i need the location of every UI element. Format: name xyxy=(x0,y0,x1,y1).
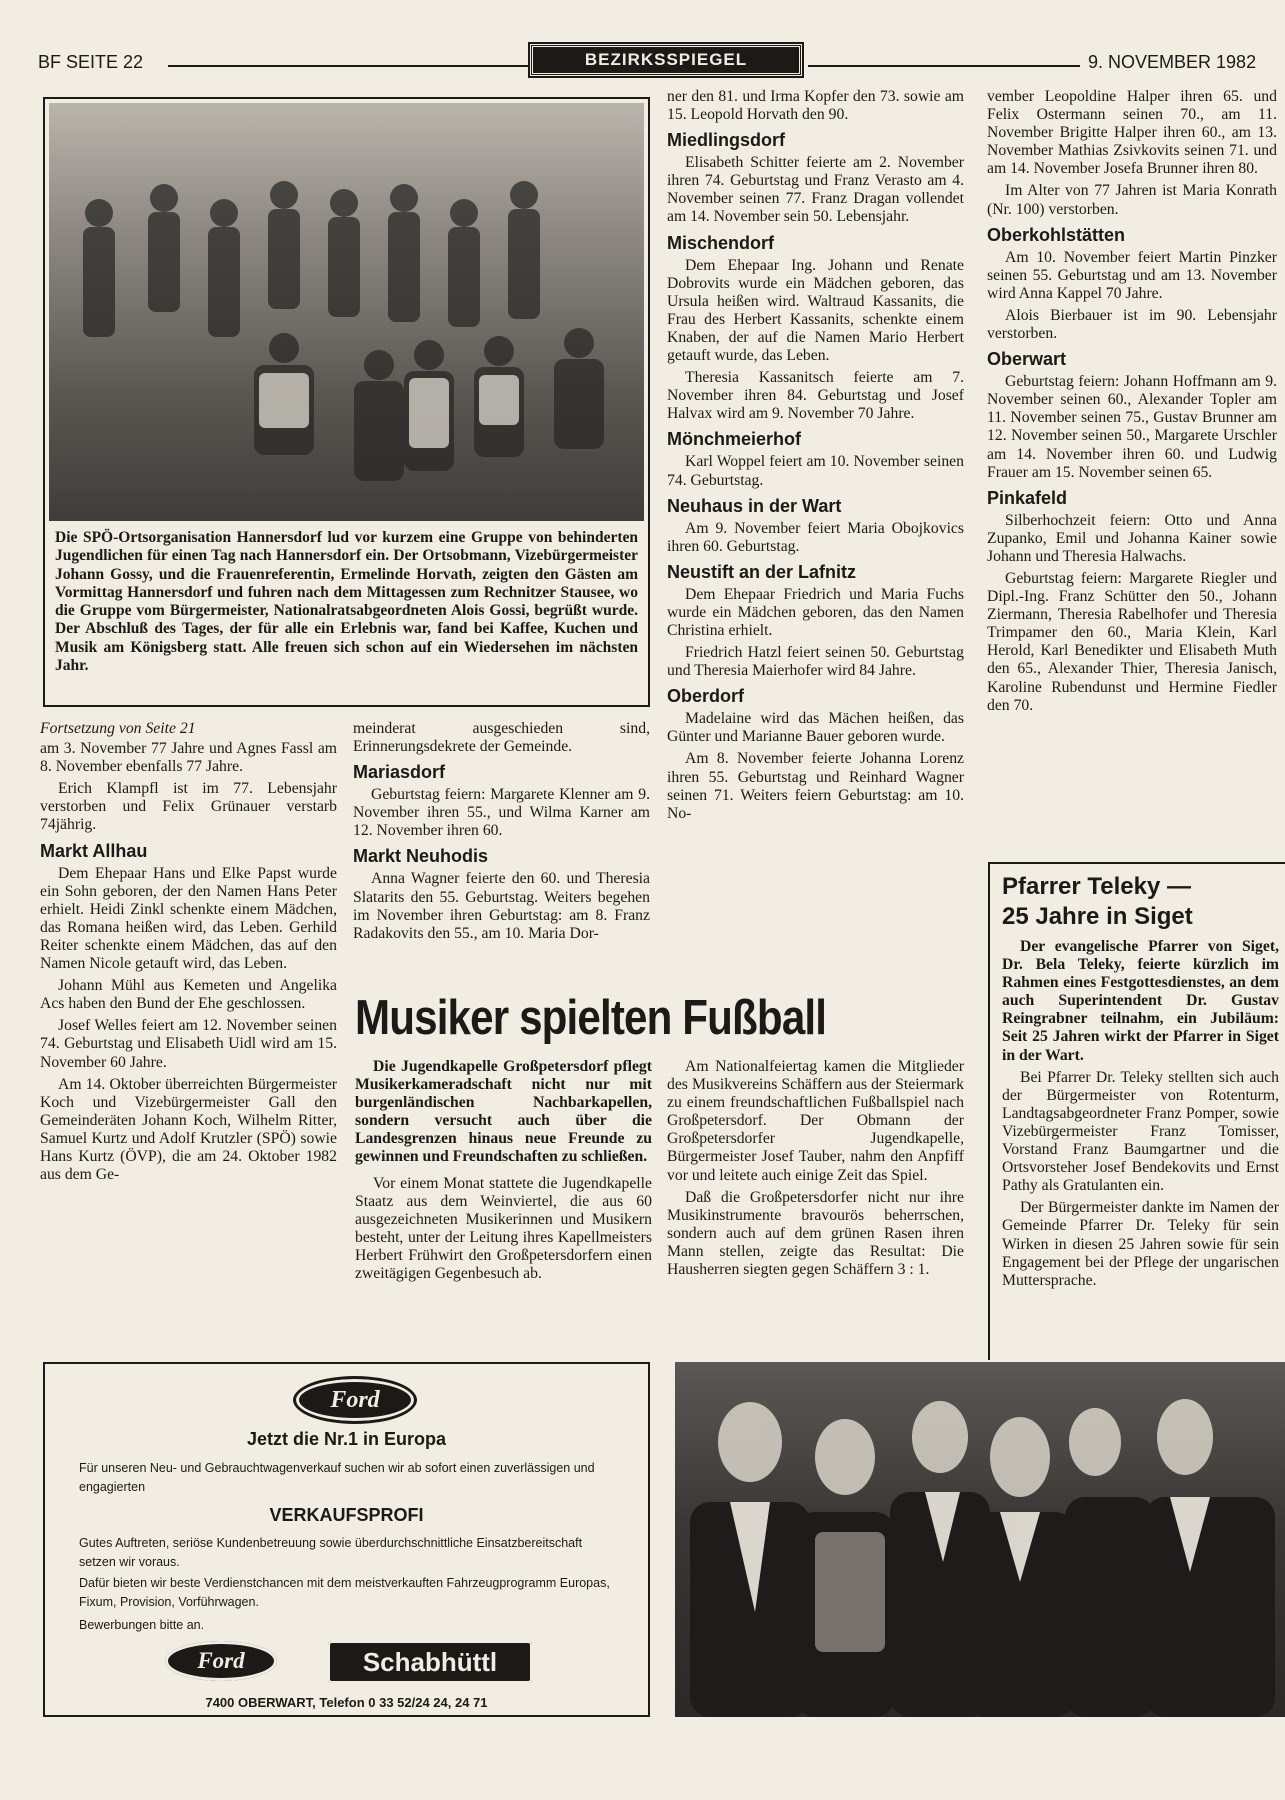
article-paragraph: Geburtstag feiern: Margarete Riegler und Dipl.-Ing. Franz Schütter den 50., Johann Ziermann, Theresia Rabelhofer und Theresia Trimpamer den 60., Maria Klein, Karl Herold, Karl Benedikter und Elisabeth Muth den 65., Alexander Thier, Theresia Janisch, Karoline Rubendunst und Hermine Fiedler den 70. xyxy=(987,569,1277,714)
article-paragraph: Geburtstag feiern: Margarete Klenner am 9. November ihren 55., und Wilma Karner am 12. November ihren 60. xyxy=(353,786,650,840)
article-paragraph: ner den 81. und Irma Kopfer den 73. sowie am 15. Leopold Horvath den 90. xyxy=(667,88,964,124)
article-paragraph: Anna Wagner feierte den 60. und Theresia Slatarits den 55. Geburtstag. Weiters begehen im November ihren Geburtstag: am 8. Franz Radakovits den 55., am 10. Maria Dor- xyxy=(353,870,650,942)
article-paragraph: Bei Pfarrer Dr. Teleky stellten sich auch der Bürgermeister von Rotenturm, Landtagsabgeordneter Franz Pomper, sowie Vizebürgermeister Franz Tomisser, Vorstand Franz Baumgartner und die Ortsvorsteher Josef Bendekovits und Ernst Pathy als Gratulanten ein. xyxy=(1002,1068,1279,1195)
group-photo-figures xyxy=(49,103,644,521)
article-paragraph: Madelaine wird das Mächen heißen, das Günter und Marianne Bauer geboren wurde. xyxy=(667,710,964,746)
article-paragraph: Daß die Großpetersdorfer nicht nur ihre Musikinstrumente bravourös beherrschen, sondern auch auf dem grünen Rasen ihren Mann stellen, zeigte das Resultat: Die Hausherren siegten gegen Schäffern 3 : 1. xyxy=(667,1188,964,1279)
teleky-lead: Der evangelische Pfarrer von Siget, Dr. Bela Teleky, feierte kürzlich im Rahmen eines Festgottesdienstes, an dem auch Superintendent Dr. Gustav Reingrabner teilnahm, ein Jubiläum: Seit 25 Jahren wirkt der Pfarrer in Siget in der Wart. xyxy=(1002,938,1279,1064)
article-paragraph: meinderat ausgeschieden sind, Erinnerungsdekrete der Gemeinde. xyxy=(353,720,650,756)
ford-logo-small: Ford xyxy=(165,1641,277,1681)
article-paragraph: Im Alter von 77 Jahren ist Maria Konrath (Nr. 100) verstorben. xyxy=(987,182,1277,218)
article-paragraph: Am Nationalfeiertag kamen die Mitglieder des Musikvereins Schäffern aus der Steiermark zu einem freundschaftlichen Fußballspiel nach Großpetersdorf. Der Obmann der Großpetersdorfer Jugendkapelle, Bürgermeister Josef Tauber, nahm den Anpfiff vor und leitete auch einige Zeit das Spiel. xyxy=(667,1058,964,1184)
ad-requirements: Gutes Auftreten, seriöse Kundenbetreuung sowie überdurchschnittliche Einsatzbereitschaft setzen wir voraus. xyxy=(79,1536,583,1569)
article-paragraph: Dem Ehepaar Ing. Johann und Renate Dobrovits wurde ein Mädchen geboren, das Ursula heißen wird. Waltraud Kassanits, die Frau des Herbert Kassanits, schenkte einem Knaben, der auf die Namen Mario Herbert getauft wurde, das Leben. xyxy=(667,256,964,365)
article-paragraph: Elisabeth Schitter feierte am 2. November ihren 74. Geburtstag und Franz Verasto am 4. November seinen 77. Franz Dragan vollendet am 14. November sein 50. Lebensjahr. xyxy=(667,154,964,226)
article-paragraph: vember Leopoldine Halper ihren 65. und Felix Ostermann seinen 70., am 11. November Brigitte Halper ihren 60., am 13. November Mathias Zsivkovits seinen 71. und am 14. November Josefa Brunner ihren 80. xyxy=(987,88,1277,178)
teleky-headline-line-1: Pfarrer Teleky — xyxy=(1002,873,1191,900)
article-paragraph: Geburtstag feiern: Johann Hoffmann am 9. November seinen 60., Alexander Topler am 11. November seinen 75., Gustav Brunner am 12. November seinen 50., Margarete Urschler am 14. November ihren 60. und Ludwig Frauer am 15. November seinen 65. xyxy=(987,373,1277,481)
dealer-logo: Schabhüttl xyxy=(328,1641,532,1683)
heading-neuhaus-in-der-wart: Neuhaus in der Wart xyxy=(667,495,842,516)
heading-neustift: Neustift an der Lafnitz xyxy=(667,561,857,582)
article-paragraph: Am 10. November feiert Martin Pinzker seinen 55. Geburtstag und am 13. November wird Anna Kappel 70 Jahre. xyxy=(987,248,1277,302)
heading-oberwart: Oberwart xyxy=(987,349,1067,370)
teleky-article-box xyxy=(988,862,1285,1360)
musiker-column-right xyxy=(667,1058,964,1283)
article-paragraph: Am 8. November feierte Johanna Lorenz ihren 55. Geburtstag und Reinhard Wagner seinen 71. Weiters feiern Geburtstag: am 10. No- xyxy=(667,750,964,822)
page-label: BF SEITE 22 xyxy=(38,52,144,72)
article-paragraph: Silberhochzeit feiern: Otto und Anna Zupanko, Emil und Johanna Kainer sowie Johann und Theresia Halwachs. xyxy=(987,511,1277,565)
article-paragraph: Friedrich Hatzl feiert seinen 50. Geburtstag und Theresia Maierhofer wird 84 Jahre. xyxy=(667,644,964,680)
musiker-headline: Musiker spielten Fußball xyxy=(355,991,827,1045)
article-paragraph: Am 9. November feiert Maria Obojkovics ihren 60. Geburtstag. xyxy=(667,519,964,555)
heading-miedlingsdorf: Miedlingsdorf xyxy=(667,130,785,151)
ad-tagline: Jetzt die Nr.1 in Europa xyxy=(246,1429,447,1449)
teleky-headline xyxy=(1002,872,1279,932)
header-rule-left xyxy=(168,65,528,67)
heading-markt-neuhodis: Markt Neuhodis xyxy=(353,846,489,867)
musiker-lead: Die Jugendkapelle Großpetersdorf pflegt Musikerkameradschaft nicht nur mit burgenländischen Nachbarkapellen, sondern versucht auch über die Landesgrenzen hinaus neue Freunde zu gewinnen und Freundschaften zu schließen. xyxy=(355,1058,652,1166)
article-paragraph: am 3. November 77 Jahre und Agnes Fassl am 8. November ebenfalls 77 Jahre. xyxy=(40,740,337,776)
article-paragraph: Theresia Kassanitsch feierte am 7. November ihren 84. Geburtstag und Josef Halvax wird am 9. November 70 Jahre. xyxy=(667,369,964,423)
section-title: BEZIRKSSPIEGEL xyxy=(584,50,748,69)
article-paragraph: Am 14. Oktober überreichten Bürgermeister Koch und Vizebürgermeister Gall den Gemeinderäten Johann Koch, Wilhelm Ritter, Samuel Kurtz und Adolf Krutzler (SPÖ) sowie Hans Kurtz (ÖVP), die am 24. Oktober 1982 aus dem Ge- xyxy=(40,1075,337,1184)
page-date: 9. NOVEMBER 1982 xyxy=(1088,52,1257,72)
ford-logo: Ford xyxy=(293,1376,417,1424)
article-paragraph: Der Bürgermeister dankte im Namen der Gemeinde Pfarrer Dr. Teleky für sein Wirken in diesen 25 Jahren sowie für sein Engagement bei der Pflege der ungarischen Muttersprache. xyxy=(1002,1199,1279,1289)
photo-caption: Die SPÖ-Ortsorganisation Hannersdorf lud vor kurzem eine Gruppe von behinderten Jugendlichen für einen Tag nach Hannersdorf ein. Der Ortsobmann, Vizebürgermeister Johann Gossy, und die Frauenreferentin, Ermelinde Horvath, zeigten den Gästen am Vormittag Hannersdorf und fuhren nach dem Mittagessen zum Rechnitzer Stausee, wo die Gruppe vom Bürgermeister, Nationalratsabgeordneten Alois Gossi, begrüßt wurde. Der Abschluß des Tages, der für alle ein Erlebnis war, fand bei Kaffee, Kuchen und Musik am Königsberg statt. Alle freuen sich schon auf ein Wiedersehen im nächsten Jahr. xyxy=(55,529,638,675)
section-banner xyxy=(530,44,802,76)
article-paragraph: Alois Bierbauer ist im 90. Lebensjahr verstorben. xyxy=(987,306,1277,343)
header-rule-right xyxy=(808,65,1080,67)
heading-oberkohlstaetten: Oberkohlstätten xyxy=(987,224,1126,245)
ad-address: 7400 OBERWART, Telefon 0 33 52/24 24, 24 71 xyxy=(205,1695,488,1710)
heading-moenchmeierhof: Mönchmeierhof xyxy=(667,429,802,450)
heading-mariasdorf: Mariasdorf xyxy=(353,762,446,783)
heading-oberdorf: Oberdorf xyxy=(667,686,745,707)
ad-position: VERKAUFSPROFI xyxy=(269,1505,424,1525)
group-photo xyxy=(49,103,644,521)
teleky-photo-figures xyxy=(675,1362,1285,1717)
column-4 xyxy=(987,88,1277,719)
ad-offer: Dafür bieten wir beste Verdienstchancen mit dem meistverkauften Fahrzeugprogramm Europas, Fixum, Provision, Vorführwagen. xyxy=(79,1576,610,1609)
column-3 xyxy=(667,88,964,827)
ad-intro: Für unseren Neu- und Gebrauchtwagenverkauf suchen wir ab sofort einen zuverlässigen und engagierten xyxy=(79,1461,595,1494)
column-1 xyxy=(40,720,337,1188)
teleky-headline-line-2: 25 Jahre in Siget xyxy=(1002,903,1193,930)
article-paragraph: Vor einem Monat stattete die Jugendkapelle Staatz aus dem Weinviertel, die aus 60 ausgezeichneten Musikerinnen und Musikern besteht, unter der Leitung ihres Kapellmeisters Herbert Frühwirt den Großpetersdorfern einen zweitägigen Gegenbesuch ab. xyxy=(355,1174,652,1283)
ford-advertisement xyxy=(43,1362,650,1717)
continuation-note: Fortsetzung von Seite 21 xyxy=(40,720,196,737)
article-paragraph: Dem Ehepaar Hans und Elke Papst wurde ein Sohn geboren, der den Namen Hans Peter erhielt. Heidi Zinkl schenkte einem Mädchen, das Romana heißen wird, das Leben. Gerhild Reiter schenkte einem Mädchen, das auf den Namen Nicole getauft wird, das Leben. xyxy=(40,864,337,973)
article-paragraph: Josef Welles feiert am 12. November seinen 74. Geburtstag und Elisabeth Uidl wird am 15. November 60 Jahre. xyxy=(40,1017,337,1071)
article-paragraph: Erich Klampfl ist im 77. Lebensjahr verstorben und Felix Grünauer verstarb 74jährig. xyxy=(40,780,337,834)
article-paragraph: Karl Woppel feiert am 10. November seinen 74. Geburtstag. xyxy=(667,453,964,489)
article-paragraph: Johann Mühl aus Kemeten und Angelika Acs haben den Bund der Ehe geschlossen. xyxy=(40,977,337,1013)
heading-markt-allhau: Markt Allhau xyxy=(40,840,148,861)
musiker-column-left xyxy=(355,1058,652,1287)
group-photo-box xyxy=(43,97,650,707)
teleky-photo xyxy=(675,1362,1285,1717)
heading-pinkafeld: Pinkafeld xyxy=(987,487,1068,508)
heading-mischendorf: Mischendorf xyxy=(667,232,775,253)
column-2 xyxy=(353,720,650,947)
article-paragraph: Dem Ehepaar Friedrich und Maria Fuchs wurde ein Mädchen geboren, das den Namen Christina erhielt. xyxy=(667,585,964,639)
ad-apply: Bewerbungen bitte an. xyxy=(79,1618,205,1632)
